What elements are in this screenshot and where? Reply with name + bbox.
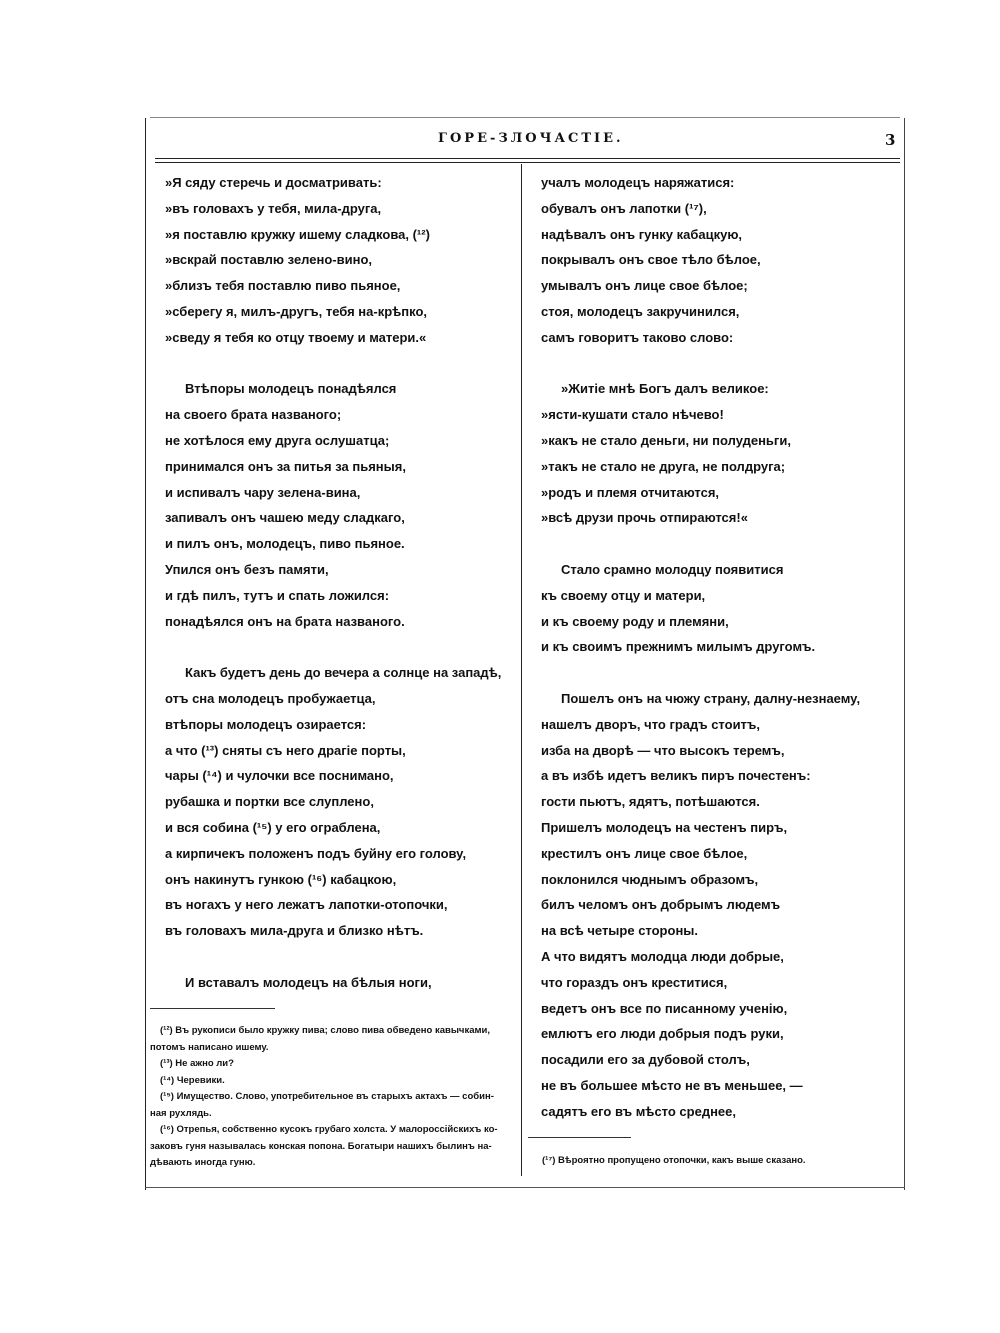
verse-line: »ясти-кушати стало нѣчево!	[541, 407, 724, 423]
verse-line: понадѣялся онъ на брата названого.	[165, 613, 405, 629]
footnotes-left	[150, 1023, 512, 1172]
verse-line: на своего брата названого;	[165, 407, 342, 423]
verse-line: посадили его за дубовой столъ,	[541, 1052, 750, 1068]
verse-line: не въ большее мѣсто не въ меньшее, —	[541, 1077, 803, 1093]
footnote-rule-left	[150, 1008, 275, 1009]
verse-line: Пошелъ онъ на чюжу страну, далну-незнаему,	[561, 690, 861, 706]
verse-line: и пилъ онъ, молодецъ, пиво пьяное.	[165, 536, 405, 552]
verse-line: стоя, молодецъ закручинился,	[541, 303, 740, 319]
stanza-break	[165, 944, 513, 970]
verse-line: изба на дворѣ — что высокъ теремъ,	[541, 742, 785, 758]
stanza-break	[541, 531, 901, 557]
footnote-line	[150, 1089, 512, 1106]
footnote-line	[150, 1056, 512, 1073]
verse-line: къ своему отцу и матери,	[541, 587, 706, 603]
footnote-line	[150, 1106, 512, 1123]
verse-line: принимался онъ за питья за пьяныя,	[165, 458, 406, 474]
stanza-break	[165, 351, 513, 377]
verse-line: гости пьютъ, ядятъ, потѣшаются.	[541, 794, 760, 810]
verse-line: »вскрай поставлю зелено-вино,	[165, 252, 372, 268]
footnote-text: (¹⁷) Вѣроятно пропущено отопочки, какъ выше сказано.	[542, 1155, 806, 1166]
verse-line: не хотѣлося ему друга ослушатца;	[165, 432, 390, 448]
verse-line: А что видятъ молодца люди добрые,	[541, 948, 784, 964]
verse-line: рубашка и портки все слуплено,	[165, 794, 374, 810]
verse-line: и вся собина (¹⁵) у его ограблена,	[165, 819, 381, 835]
verse-line: »какъ не стало деньги, ни полуденьги,	[541, 432, 791, 448]
verse-line: Пришелъ молодецъ на честенъ пиръ,	[541, 819, 788, 835]
footnote-line	[150, 1155, 512, 1172]
poem-column-right	[541, 170, 901, 1124]
verse-line: садятъ его въ мѣсто среднее,	[541, 1103, 736, 1119]
verse-line: »Житіе мнѣ Богъ далъ великое:	[561, 381, 769, 397]
verse-line: въ ногахъ у него лежатъ лапотки-отопочки,	[165, 897, 448, 913]
stanza-break	[165, 634, 513, 660]
verse-line: обувалъ онъ лапотки (¹⁷),	[541, 200, 707, 216]
verse-line: а кирпичекъ положенъ подъ буйну его голову,	[165, 845, 467, 861]
verse-line: и испивалъ чару зелена-вина,	[165, 484, 361, 500]
footnote-text: (¹⁵) Имущество. Слово, употребительное въ старыхъ актахъ — собин-	[160, 1091, 494, 1102]
stanza-break	[541, 660, 901, 686]
verse-line: Втѣпоры молодецъ понадѣялся	[185, 381, 397, 397]
verse-line: самъ говоритъ таково слово:	[541, 329, 734, 345]
verse-line: отъ сна молодецъ пробужаетца,	[165, 690, 376, 706]
header-rule-bottom	[155, 162, 900, 163]
verse-line: »всѣ друзи прочь отпираются!«	[541, 510, 748, 526]
verse-line: И вставалъ молодецъ на бѣлыя ноги,	[185, 974, 432, 990]
footnote-line	[150, 1122, 512, 1139]
footnote-text: (¹²) Въ рукописи было кружку пива; слово пива обведено кавычками,	[160, 1025, 490, 1036]
verse-line: онъ накинутъ гункою (¹⁶) кабацкою,	[165, 871, 397, 887]
verse-line: въ головахъ мила-друга и близко нѣтъ.	[165, 923, 424, 939]
footnotes-right	[532, 1153, 902, 1170]
verse-line: крестилъ онъ лице свое бѣлое,	[541, 845, 748, 861]
verse-line: надѣвалъ онъ гунку кабацкую,	[541, 226, 743, 242]
verse-line: учалъ молодецъ наряжатися:	[541, 175, 735, 190]
verse-line: Упился онъ безъ памяти,	[165, 561, 329, 577]
page-frame-top	[150, 117, 900, 118]
footnote-text: ная рухлядь.	[150, 1107, 212, 1119]
footnote-rule-right	[528, 1137, 631, 1138]
verse-line: а въ избѣ идетъ великъ пиръ почестенъ:	[541, 768, 811, 784]
verse-line: »я поставлю кружку ишему сладкова, (¹²)	[165, 226, 430, 242]
header-rule-top	[155, 158, 900, 159]
footnote-line	[150, 1040, 512, 1057]
footnote-text: (¹⁴) Черевики.	[160, 1074, 225, 1086]
verse-line: запивалъ онъ чашею меду сладкаго,	[165, 510, 405, 526]
verse-line: »сберегу я, милъ-другъ, тебя на-крѣпко,	[165, 303, 428, 319]
verse-line: »близъ тебя поставлю пиво пьяное,	[165, 278, 401, 294]
verse-line: что гораздъ онъ креститися,	[541, 974, 728, 990]
verse-line: а что (¹³) сняты съ него драгіе порты,	[165, 742, 406, 758]
footnote-text: (¹³) Не ажно ли?	[160, 1058, 234, 1069]
stanza-break	[541, 351, 901, 377]
running-title: ГОРЕ-ЗЛОЧАСТІЕ.	[438, 131, 624, 146]
footnote-line	[150, 1023, 512, 1040]
column-divider	[521, 164, 522, 1176]
verse-line: поклонился чюднымъ образомъ,	[541, 871, 759, 887]
verse-line: умывалъ онъ лице свое бѣлое;	[541, 278, 748, 294]
verse-line: »въ головахъ у тебя, мила-друга,	[165, 200, 382, 216]
verse-line: чары (¹⁴) и чулочки все поснимано,	[165, 768, 394, 784]
page-frame-left	[145, 118, 146, 1190]
verse-line: нашелъ дворъ, что градъ стоитъ,	[541, 716, 761, 732]
footnote-line	[532, 1153, 902, 1170]
verse-line: и гдѣ пилъ, тутъ и спать ложился:	[165, 587, 390, 603]
verse-line: втѣпоры молодецъ озирается:	[165, 716, 367, 732]
verse-line: емлютъ его люди добрыя подъ руки,	[541, 1026, 784, 1042]
footnote-text: дѣвають иногда гуню.	[150, 1157, 256, 1168]
footnote-line	[150, 1073, 512, 1090]
verse-line: покрывалъ онъ свое тѣло бѣлое,	[541, 252, 761, 268]
verse-line: ведетъ онъ все по писанному ученію,	[541, 1000, 788, 1016]
page-frame-right	[904, 118, 905, 1190]
verse-line: »такъ не стало не друга, не полдруга;	[541, 458, 786, 474]
footnote-text: заковъ гуня называлась конская попона. Богатыри нашихъ былинъ на-	[150, 1140, 492, 1152]
verse-line: билъ челомъ онъ добрымъ людемъ	[541, 897, 781, 913]
verse-line: »сведу я тебя ко отцу твоему и матери.«	[165, 329, 427, 345]
verse-line: »Я сяду стеречь и досматривать:	[165, 175, 382, 190]
footnote-line	[150, 1139, 512, 1156]
footnote-text: (¹⁶) Отрепья, собственно кусокъ грубаго холста. У малороссійскихъ ко-	[160, 1124, 498, 1135]
footnote-text: потомъ написано ишему.	[150, 1041, 269, 1053]
verse-line: Стало срамно молодцу появитися	[561, 561, 784, 577]
verse-line: »родъ и племя отчитаются,	[541, 484, 720, 500]
verse-line: Какъ будетъ день до вечера а солнце на западѣ,	[185, 665, 502, 681]
verse-line: и къ своимъ прежнимъ милымъ другомъ.	[541, 639, 816, 655]
page-number: 3	[885, 131, 896, 149]
verse-line: на всѣ четыре стороны.	[541, 923, 699, 939]
verse-line: и къ своему роду и племяни,	[541, 613, 729, 629]
page-frame-bottom	[145, 1187, 905, 1188]
poem-column-left	[165, 170, 513, 996]
